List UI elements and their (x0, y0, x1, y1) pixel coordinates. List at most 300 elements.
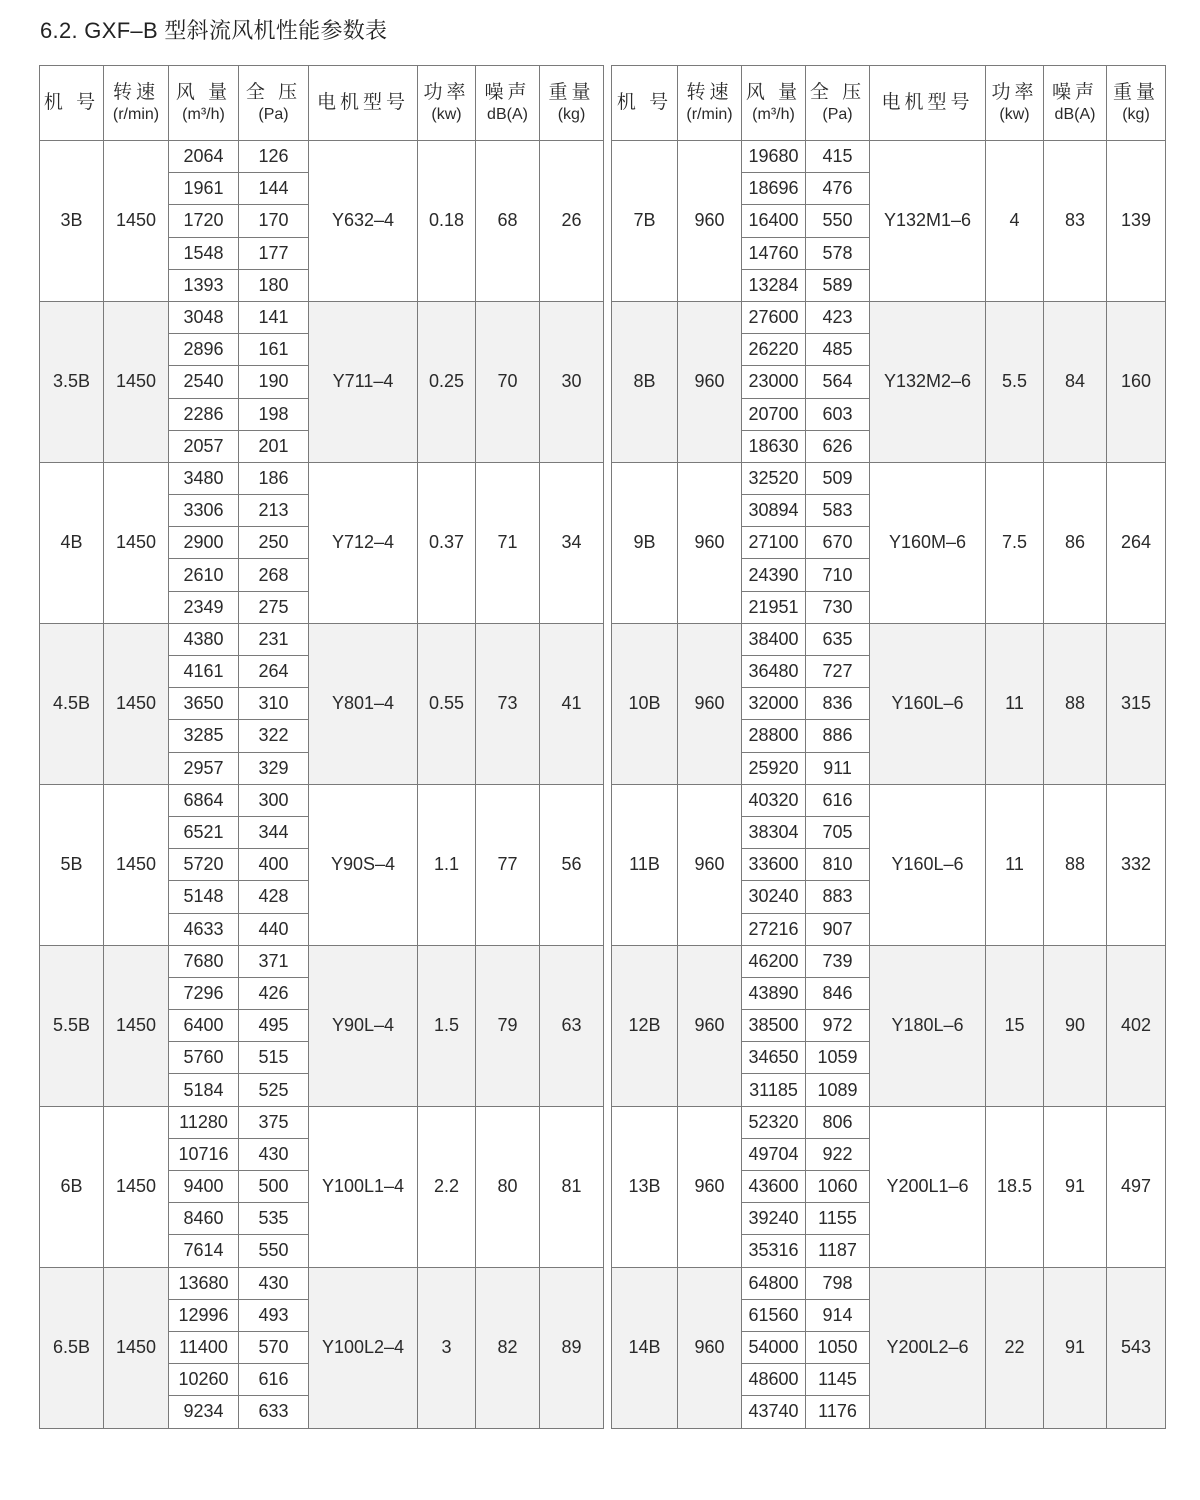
airflow-cell: 2057 (169, 430, 239, 462)
table-row (40, 301, 604, 333)
power-cell: 5.5 (986, 301, 1044, 462)
motor-model-cell: Y200L1–6 (870, 1106, 986, 1267)
model-cell: 6B (40, 1106, 104, 1267)
spec-table-right (611, 65, 1166, 1429)
power-cell: 1.1 (418, 784, 476, 945)
airflow-cell: 61560 (742, 1299, 806, 1331)
column-header-label: 转速 (112, 82, 159, 104)
airflow-cell: 18630 (742, 430, 806, 462)
column-header-unit: (kg) (1122, 105, 1150, 123)
pressure-cell: 476 (806, 173, 870, 205)
motor-model-cell: Y100L1–4 (309, 1106, 418, 1267)
pressure-cell: 635 (806, 623, 870, 655)
noise-cell: 68 (476, 141, 540, 302)
pressure-cell: 515 (239, 1042, 309, 1074)
pressure-cell: 400 (239, 849, 309, 881)
motor-model-cell: Y711–4 (309, 301, 418, 462)
weight-cell: 402 (1107, 945, 1166, 1106)
column-header-label: 机 号 (43, 92, 100, 114)
airflow-cell: 48600 (742, 1364, 806, 1396)
airflow-cell: 38304 (742, 816, 806, 848)
noise-cell: 84 (1044, 301, 1107, 462)
pressure-cell: 1059 (806, 1042, 870, 1074)
model-cell: 6.5B (40, 1267, 104, 1428)
pressure-cell: 430 (239, 1138, 309, 1170)
airflow-cell: 11400 (169, 1331, 239, 1363)
weight-cell: 30 (540, 301, 604, 462)
motor-model-cell: Y712–4 (309, 462, 418, 623)
column-header (169, 66, 239, 141)
column-header (612, 66, 678, 141)
model-cell: 12B (612, 945, 678, 1106)
pressure-cell: 550 (239, 1235, 309, 1267)
noise-cell: 71 (476, 462, 540, 623)
pressure-cell: 190 (239, 366, 309, 398)
pressure-cell: 886 (806, 720, 870, 752)
column-header-unit: (r/min) (112, 105, 160, 123)
pressure-cell: 264 (239, 656, 309, 688)
power-cell: 2.2 (418, 1106, 476, 1267)
airflow-cell: 43600 (742, 1171, 806, 1203)
pressure-cell: 1089 (806, 1074, 870, 1106)
column-header-label: 噪声 (1051, 82, 1098, 104)
speed-cell: 960 (678, 945, 742, 1106)
airflow-cell: 3650 (169, 688, 239, 720)
table-row (612, 784, 1166, 816)
power-cell: 0.37 (418, 462, 476, 623)
pressure-cell: 810 (806, 849, 870, 881)
motor-model-cell: Y90L–4 (309, 945, 418, 1106)
weight-cell: 34 (540, 462, 604, 623)
airflow-cell: 38500 (742, 1010, 806, 1042)
weight-cell: 56 (540, 784, 604, 945)
table-row (612, 623, 1166, 655)
pressure-cell: 727 (806, 656, 870, 688)
airflow-cell: 21951 (742, 591, 806, 623)
pressure-cell: 161 (239, 334, 309, 366)
airflow-cell: 6521 (169, 816, 239, 848)
pressure-cell: 883 (806, 881, 870, 913)
column-header-label: 功率 (423, 82, 470, 104)
model-cell: 7B (612, 141, 678, 302)
motor-model-cell: Y90S–4 (309, 784, 418, 945)
airflow-cell: 4380 (169, 623, 239, 655)
column-header-label: 电机型号 (881, 92, 974, 114)
airflow-cell: 5148 (169, 881, 239, 913)
weight-cell: 139 (1107, 141, 1166, 302)
pressure-cell: 570 (239, 1331, 309, 1363)
pressure-cell: 589 (806, 269, 870, 301)
airflow-cell: 27216 (742, 913, 806, 945)
noise-cell: 77 (476, 784, 540, 945)
airflow-cell: 3285 (169, 720, 239, 752)
model-cell: 10B (612, 623, 678, 784)
airflow-cell: 39240 (742, 1203, 806, 1235)
column-header (1107, 66, 1166, 141)
spec-table-left (39, 65, 604, 1429)
pressure-cell: 126 (239, 141, 309, 173)
power-cell: 18.5 (986, 1106, 1044, 1267)
airflow-cell: 7614 (169, 1235, 239, 1267)
airflow-cell: 2064 (169, 141, 239, 173)
pressure-cell: 509 (806, 462, 870, 494)
column-header-unit: (r/min) (686, 105, 733, 123)
pressure-cell: 213 (239, 495, 309, 527)
model-cell: 5B (40, 784, 104, 945)
airflow-cell: 32520 (742, 462, 806, 494)
speed-cell: 1450 (104, 141, 169, 302)
airflow-cell: 13680 (169, 1267, 239, 1299)
model-cell: 8B (612, 301, 678, 462)
table-row (612, 301, 1166, 333)
airflow-cell: 4161 (169, 656, 239, 688)
noise-cell: 83 (1044, 141, 1107, 302)
column-header-unit: (Pa) (258, 105, 289, 123)
noise-cell: 79 (476, 945, 540, 1106)
airflow-cell: 1393 (169, 269, 239, 301)
pressure-cell: 710 (806, 559, 870, 591)
pressure-cell: 170 (239, 205, 309, 237)
airflow-cell: 33600 (742, 849, 806, 881)
speed-cell: 1450 (104, 301, 169, 462)
weight-cell: 315 (1107, 623, 1166, 784)
airflow-cell: 46200 (742, 945, 806, 977)
motor-model-cell: Y632–4 (309, 141, 418, 302)
column-header-unit: (kw) (431, 105, 462, 123)
pressure-cell: 300 (239, 784, 309, 816)
pressure-cell: 500 (239, 1171, 309, 1203)
motor-model-cell: Y100L2–4 (309, 1267, 418, 1428)
motor-model-cell: Y160L–6 (870, 623, 986, 784)
column-header (806, 66, 870, 141)
pressure-cell: 415 (806, 141, 870, 173)
weight-cell: 63 (540, 945, 604, 1106)
airflow-cell: 10716 (169, 1138, 239, 1170)
table-row (40, 462, 604, 494)
airflow-cell: 16400 (742, 205, 806, 237)
pressure-cell: 344 (239, 816, 309, 848)
airflow-cell: 9400 (169, 1171, 239, 1203)
power-cell: 0.55 (418, 623, 476, 784)
airflow-cell: 1548 (169, 237, 239, 269)
airflow-cell: 6864 (169, 784, 239, 816)
model-cell: 4.5B (40, 623, 104, 784)
speed-cell: 960 (678, 1267, 742, 1428)
column-header (309, 66, 418, 141)
noise-cell: 91 (1044, 1267, 1107, 1428)
airflow-cell: 52320 (742, 1106, 806, 1138)
motor-model-cell: Y200L2–6 (870, 1267, 986, 1428)
pressure-cell: 525 (239, 1074, 309, 1106)
airflow-cell: 2610 (169, 559, 239, 591)
airflow-cell: 5184 (169, 1074, 239, 1106)
column-header (418, 66, 476, 141)
column-header (104, 66, 169, 141)
pressure-cell: 972 (806, 1010, 870, 1042)
noise-cell: 80 (476, 1106, 540, 1267)
pressure-cell: 1187 (806, 1235, 870, 1267)
table-row (40, 784, 604, 816)
column-header-label: 重量 (1112, 82, 1159, 104)
weight-cell: 332 (1107, 784, 1166, 945)
airflow-cell: 43740 (742, 1396, 806, 1428)
column-header (870, 66, 986, 141)
pressure-cell: 564 (806, 366, 870, 398)
noise-cell: 70 (476, 301, 540, 462)
motor-model-cell: Y801–4 (309, 623, 418, 784)
airflow-cell: 13284 (742, 269, 806, 301)
pressure-cell: 375 (239, 1106, 309, 1138)
airflow-cell: 38400 (742, 623, 806, 655)
airflow-cell: 32000 (742, 688, 806, 720)
noise-cell: 91 (1044, 1106, 1107, 1267)
power-cell: 15 (986, 945, 1044, 1106)
airflow-cell: 49704 (742, 1138, 806, 1170)
airflow-cell: 23000 (742, 366, 806, 398)
column-header-label: 全 压 (809, 82, 866, 104)
airflow-cell: 7296 (169, 977, 239, 1009)
model-cell: 4B (40, 462, 104, 623)
pressure-cell: 914 (806, 1299, 870, 1331)
pressure-cell: 1176 (806, 1396, 870, 1428)
column-header (678, 66, 742, 141)
speed-cell: 1450 (104, 784, 169, 945)
noise-cell: 90 (1044, 945, 1107, 1106)
table-row (40, 945, 604, 977)
column-header-unit: (m³/h) (752, 105, 795, 123)
column-header-label: 风 量 (175, 82, 232, 104)
pressure-cell: 922 (806, 1138, 870, 1170)
pressure-cell: 730 (806, 591, 870, 623)
pressure-cell: 670 (806, 527, 870, 559)
table-row (40, 623, 604, 655)
column-header-label: 电机型号 (316, 92, 409, 114)
model-cell: 13B (612, 1106, 678, 1267)
airflow-cell: 40320 (742, 784, 806, 816)
pressure-cell: 485 (806, 334, 870, 366)
airflow-cell: 27600 (742, 301, 806, 333)
pressure-cell: 430 (239, 1267, 309, 1299)
airflow-cell: 2286 (169, 398, 239, 430)
pressure-cell: 268 (239, 559, 309, 591)
airflow-cell: 10260 (169, 1364, 239, 1396)
pressure-cell: 705 (806, 816, 870, 848)
airflow-cell: 3480 (169, 462, 239, 494)
weight-cell: 497 (1107, 1106, 1166, 1267)
model-cell: 14B (612, 1267, 678, 1428)
airflow-cell: 30240 (742, 881, 806, 913)
weight-cell: 81 (540, 1106, 604, 1267)
pressure-cell: 371 (239, 945, 309, 977)
airflow-cell: 11280 (169, 1106, 239, 1138)
speed-cell: 960 (678, 141, 742, 302)
column-header (1044, 66, 1107, 141)
column-header (239, 66, 309, 141)
table-row (612, 1267, 1166, 1299)
speed-cell: 1450 (104, 1267, 169, 1428)
airflow-cell: 3306 (169, 495, 239, 527)
airflow-cell: 4633 (169, 913, 239, 945)
noise-cell: 88 (1044, 784, 1107, 945)
column-header-label: 全 压 (245, 82, 302, 104)
motor-model-cell: Y160M–6 (870, 462, 986, 623)
column-header (540, 66, 604, 141)
pressure-cell: 907 (806, 913, 870, 945)
table-row (40, 1267, 604, 1299)
pressure-cell: 1050 (806, 1331, 870, 1363)
weight-cell: 543 (1107, 1267, 1166, 1428)
pressure-cell: 428 (239, 881, 309, 913)
pressure-cell: 836 (806, 688, 870, 720)
column-header (40, 66, 104, 141)
weight-cell: 41 (540, 623, 604, 784)
header-row (40, 66, 604, 141)
noise-cell: 82 (476, 1267, 540, 1428)
table-row (40, 1106, 604, 1138)
speed-cell: 960 (678, 623, 742, 784)
airflow-cell: 20700 (742, 398, 806, 430)
column-header (476, 66, 540, 141)
airflow-cell: 9234 (169, 1396, 239, 1428)
pressure-cell: 1155 (806, 1203, 870, 1235)
airflow-cell: 2900 (169, 527, 239, 559)
airflow-cell: 5760 (169, 1042, 239, 1074)
pressure-cell: 198 (239, 398, 309, 430)
airflow-cell: 2957 (169, 752, 239, 784)
pressure-cell: 440 (239, 913, 309, 945)
power-cell: 1.5 (418, 945, 476, 1106)
column-header-unit: dB(A) (487, 105, 528, 123)
noise-cell: 88 (1044, 623, 1107, 784)
power-cell: 7.5 (986, 462, 1044, 623)
column-header-unit: (kw) (999, 105, 1030, 123)
pressure-cell: 310 (239, 688, 309, 720)
column-header (742, 66, 806, 141)
airflow-cell: 54000 (742, 1331, 806, 1363)
airflow-cell: 30894 (742, 495, 806, 527)
pressure-cell: 1060 (806, 1171, 870, 1203)
pressure-cell: 144 (239, 173, 309, 205)
pressure-cell: 201 (239, 430, 309, 462)
column-header-label: 转速 (686, 82, 733, 104)
pressure-cell: 535 (239, 1203, 309, 1235)
table-row (612, 945, 1166, 977)
pressure-cell: 1145 (806, 1364, 870, 1396)
airflow-cell: 12996 (169, 1299, 239, 1331)
pressure-cell: 626 (806, 430, 870, 462)
pressure-cell: 739 (806, 945, 870, 977)
power-cell: 0.25 (418, 301, 476, 462)
speed-cell: 960 (678, 1106, 742, 1267)
pressure-cell: 911 (806, 752, 870, 784)
pressure-cell: 616 (239, 1364, 309, 1396)
airflow-cell: 19680 (742, 141, 806, 173)
airflow-cell: 14760 (742, 237, 806, 269)
column-header-unit: (m³/h) (182, 105, 225, 123)
pressure-cell: 329 (239, 752, 309, 784)
airflow-cell: 7680 (169, 945, 239, 977)
pressure-cell: 423 (806, 301, 870, 333)
column-header-unit: (Pa) (822, 105, 853, 123)
airflow-cell: 2540 (169, 366, 239, 398)
power-cell: 22 (986, 1267, 1044, 1428)
column-header-unit: dB(A) (1054, 105, 1096, 123)
speed-cell: 960 (678, 462, 742, 623)
pressure-cell: 250 (239, 527, 309, 559)
airflow-cell: 31185 (742, 1074, 806, 1106)
weight-cell: 89 (540, 1267, 604, 1428)
column-header-label: 机 号 (616, 92, 673, 114)
model-cell: 3.5B (40, 301, 104, 462)
airflow-cell: 36480 (742, 656, 806, 688)
speed-cell: 1450 (104, 945, 169, 1106)
pressure-cell: 846 (806, 977, 870, 1009)
pressure-cell: 633 (239, 1396, 309, 1428)
speed-cell: 960 (678, 301, 742, 462)
pressure-cell: 141 (239, 301, 309, 333)
airflow-cell: 43890 (742, 977, 806, 1009)
weight-cell: 264 (1107, 462, 1166, 623)
pressure-cell: 322 (239, 720, 309, 752)
pressure-cell: 798 (806, 1267, 870, 1299)
pressure-cell: 616 (806, 784, 870, 816)
airflow-cell: 27100 (742, 527, 806, 559)
pressure-cell: 426 (239, 977, 309, 1009)
airflow-cell: 2349 (169, 591, 239, 623)
airflow-cell: 35316 (742, 1235, 806, 1267)
pressure-cell: 578 (806, 237, 870, 269)
airflow-cell: 2896 (169, 334, 239, 366)
noise-cell: 73 (476, 623, 540, 784)
header-row (612, 66, 1166, 141)
model-cell: 3B (40, 141, 104, 302)
weight-cell: 160 (1107, 301, 1166, 462)
airflow-cell: 1961 (169, 173, 239, 205)
column-header-label: 重量 (548, 82, 595, 104)
pressure-cell: 583 (806, 495, 870, 527)
power-cell: 11 (986, 784, 1044, 945)
column-header-label: 风 量 (745, 82, 802, 104)
airflow-cell: 5720 (169, 849, 239, 881)
power-cell: 0.18 (418, 141, 476, 302)
table-row (612, 462, 1166, 494)
weight-cell: 26 (540, 141, 604, 302)
speed-cell: 1450 (104, 462, 169, 623)
column-header-unit: (kg) (557, 105, 586, 123)
airflow-cell: 26220 (742, 334, 806, 366)
pressure-cell: 177 (239, 237, 309, 269)
airflow-cell: 1720 (169, 205, 239, 237)
page-title: 6.2. GXF–B 型斜流风机性能参数表 (40, 18, 388, 43)
power-cell: 3 (418, 1267, 476, 1428)
motor-model-cell: Y132M1–6 (870, 141, 986, 302)
airflow-cell: 25920 (742, 752, 806, 784)
table-row (612, 1106, 1166, 1138)
pressure-cell: 495 (239, 1010, 309, 1042)
airflow-cell: 8460 (169, 1203, 239, 1235)
pressure-cell: 180 (239, 269, 309, 301)
speed-cell: 1450 (104, 623, 169, 784)
model-cell: 11B (612, 784, 678, 945)
pressure-cell: 603 (806, 398, 870, 430)
pressure-cell: 231 (239, 623, 309, 655)
pressure-cell: 806 (806, 1106, 870, 1138)
model-cell: 9B (612, 462, 678, 623)
airflow-cell: 34650 (742, 1042, 806, 1074)
column-header (986, 66, 1044, 141)
column-header-label: 噪声 (484, 82, 531, 104)
pressure-cell: 493 (239, 1299, 309, 1331)
